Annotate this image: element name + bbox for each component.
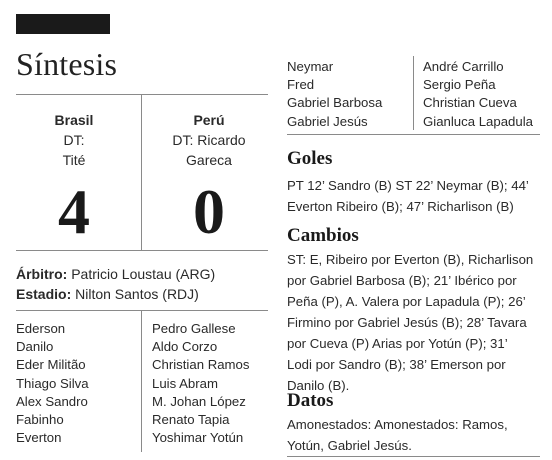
player: Gabriel Jesús [287, 113, 368, 129]
text-line: Danilo (B). [287, 378, 350, 393]
divider [16, 250, 268, 251]
player: Thiago Silva [16, 375, 89, 391]
away-coach: Gareca [186, 152, 232, 168]
player: Yoshimar Yotún [152, 430, 244, 446]
score-divider [141, 94, 142, 250]
player: Christian Cueva [423, 95, 517, 111]
text-line: Firmino por Gabriel Jesús (B); 28’ Tavara [287, 315, 527, 330]
away-score: 0 [193, 176, 225, 247]
home-lineup-cont [287, 58, 382, 131]
divider [16, 94, 268, 95]
text-line: por Cueva (P) Arias por Yotún (P); 31’ [287, 336, 508, 351]
player: Renato Tapia [152, 412, 230, 428]
divider [287, 134, 540, 135]
referee [16, 264, 215, 284]
away-lineup [152, 320, 249, 447]
player: Christian Ramos [152, 357, 250, 373]
goles-title: Goles [287, 148, 333, 169]
page-title: Síntesis [16, 46, 118, 82]
home-team [14, 110, 134, 170]
home-coach: Tité [62, 152, 86, 168]
away-coach-label: DT: Ricardo [172, 132, 246, 148]
home-coach-label: DT: [63, 132, 85, 148]
home-score: 4 [58, 176, 90, 247]
divider [287, 456, 540, 457]
player: Eder Militão [16, 357, 86, 373]
player: Pedro Gallese [152, 321, 236, 336]
cambios-text [287, 249, 533, 396]
cambios-title: Cambios [287, 225, 359, 246]
stadium-label: Estadio: [16, 286, 72, 302]
referee-label: Árbitro: [16, 266, 68, 282]
home-lineup [16, 320, 89, 447]
player: André Carrillo [423, 59, 504, 74]
away-lineup-cont [423, 58, 533, 131]
header-bar [16, 14, 110, 34]
player: M. Johan López [152, 393, 246, 409]
text-line: Yotún, Gabriel Jesús. [287, 438, 412, 453]
text-line: ST: E, Ribeiro por Everton (B), Richarlison [287, 252, 534, 267]
player: Neymar [287, 59, 334, 74]
player: Everton [16, 430, 62, 446]
player: Luis Abram [152, 375, 218, 391]
stadium-value: Nilton Santos (RDJ) [71, 286, 199, 302]
player: Aldo Corzo [152, 339, 218, 355]
player: Fabinho [16, 412, 64, 428]
lineup-divider [141, 310, 142, 452]
home-team-name: Brasil [54, 112, 94, 128]
player: Alex Sandro [16, 393, 88, 409]
player: Fred [287, 77, 315, 93]
referee-value: Patricio Loustau (ARG) [67, 266, 216, 282]
text-line: PT 12’ Sandro (B) ST 22’ Neymar (B); 44’ [287, 178, 529, 193]
text-line: por Gabriel Barbosa (B); 21’ Ibérico por [287, 273, 517, 288]
player: Gianluca Lapadula [423, 113, 533, 129]
text-line: Peña (P), A. Valera por Lapadula (P); 26’ [287, 294, 526, 309]
text-line: Lodi por Sandro (B); 38’ Emerson por [287, 357, 506, 372]
text-line: Everton Ribeiro (B); 47’ Richarlison (B) [287, 199, 514, 214]
player: Danilo [16, 339, 54, 355]
stadium [16, 284, 199, 304]
player: Sergio Peña [423, 77, 496, 93]
datos-title: Datos [287, 390, 334, 411]
away-team-name: Perú [193, 112, 225, 128]
goles-text [287, 175, 529, 217]
divider [16, 310, 268, 311]
lineup-cont-divider [413, 56, 414, 130]
player: Ederson [16, 321, 66, 336]
text-line: Amonestados: Amonestados: Ramos, [287, 417, 508, 432]
datos-text [287, 414, 508, 456]
player: Gabriel Barbosa [287, 95, 383, 111]
away-team [149, 110, 269, 170]
